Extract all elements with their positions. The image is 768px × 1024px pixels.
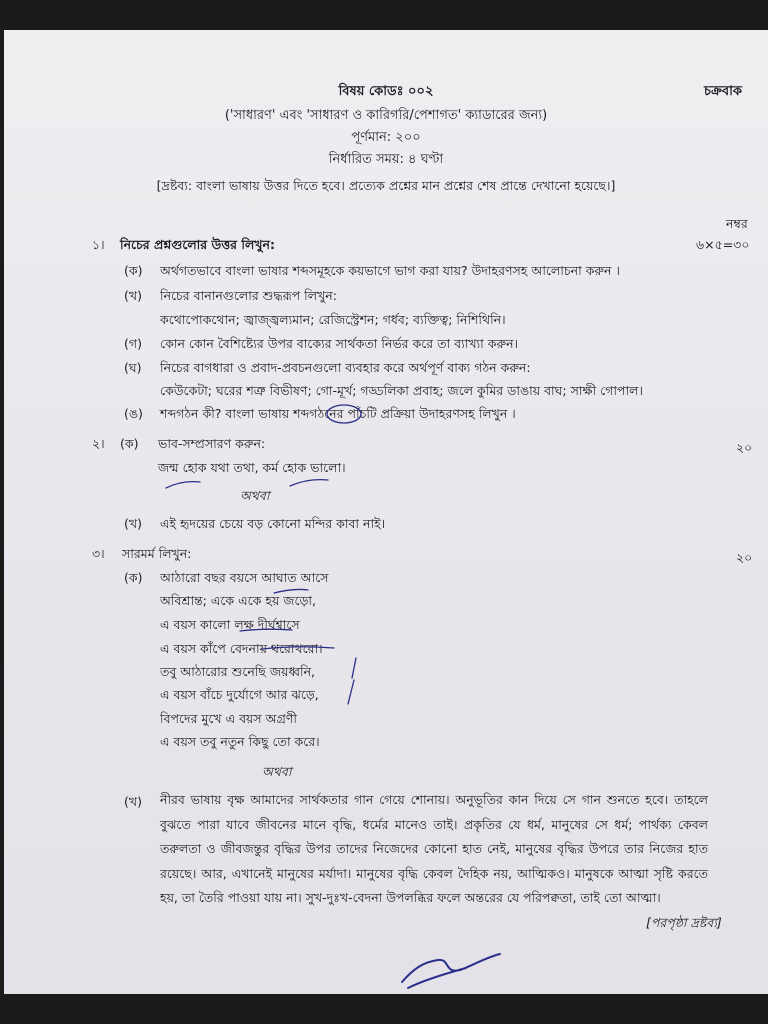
q1-title: নিচের প্রশ্নগুলোর উত্তর লিখুন: bbox=[120, 237, 275, 252]
q3-prose-passage: নীরব ভাষায় বৃক্ষ আমাদের সার্থকতার গান গেয়ে শোনায়। অনুভূতির কান দিয়ে সে গান শুনতে হবে। তাহলে বুঝতে পারা যাবে জীবনের মানে বৃদ্ধি, ধর্মের মানেও তাই। প্রকৃতির যে ধর্ম, মানুষের সে ধর্ম; পার্থক্য কেবল তরুলতা ও জীবজন্তুর বৃদ্ধির উপর তাদের নিজেদের কোনো হাত নেই, মানুষের বৃদ্ধির উপরে তার নিজের হাত রয়েছে। আর, এখানেই মানুষের মর্যাদা। মানুষের বৃদ্ধি কেবল দৈহিক নয়, আত্মিকও। মানুষকে আত্মা সৃষ্টি করতে হয়, তা তৈরি পাওয়া যায় না। সুখ-দুঃখ-বেদনা উপলব্ধির ফলে অন্তরের যে পরিপক্বতা, তাই তো আত্মা। bbox=[160, 792, 708, 905]
q3-marks: ২০ bbox=[736, 550, 753, 565]
q2-number: ২। bbox=[92, 436, 105, 451]
q3-label-a: (ক) bbox=[124, 570, 143, 585]
tick-mark bbox=[290, 480, 328, 486]
bracket-mark bbox=[348, 658, 356, 704]
next-page-note: [পরপৃষ্ঠা দ্রষ্টব্য] bbox=[646, 915, 722, 930]
poem-line: অবিশ্রান্ত; একে একে হয় জড়ো, bbox=[160, 593, 317, 608]
cadre-line: ('সাধারণ' এবং 'সাধারণ ও কারিগরি/পেশাগত' ক্যাডারের জন্য) bbox=[224, 108, 548, 123]
corner-tag: চক্রবাক bbox=[704, 84, 742, 99]
q1-item-text: কোন কোন বৈশিষ্ট্যের উপর বাক্যের সার্থকতা নির্ভর করে তা ব্যাখ্যা করুন। bbox=[160, 336, 519, 351]
q1-item-text: নিচের বানানগুলোর শুদ্ধরূপ লিখুন: bbox=[160, 288, 337, 303]
poem-line: তবু আঠারোর শুনেছি জয়ধ্বনি, bbox=[160, 664, 316, 679]
poem-line: এ বয়স কালো লক্ষ দীর্ঘশ্বাসে bbox=[160, 617, 300, 632]
q2-quote: জন্ম হোক যথা তথা, কর্ম হোক ভালো। bbox=[158, 460, 346, 475]
q1-item-label: (গ) bbox=[124, 336, 142, 351]
poem-line: এ বয়স কাঁপে বেদনায় থরোথরো। bbox=[160, 641, 323, 656]
tick-mark bbox=[166, 482, 200, 488]
time-allowed: নির্ধারিত সময়: ৪ ঘণ্টা bbox=[328, 152, 444, 167]
q1-marks: ৬×৫=৩০ bbox=[696, 237, 750, 252]
poem-line: এ বয়স তবু নতুন কিছু তো করে। bbox=[160, 734, 320, 749]
q2-or: অথবা bbox=[240, 488, 270, 503]
q2-title: ভাব-সম্প্রসারণ করুন: bbox=[158, 436, 266, 451]
q1-item-label: (ক) bbox=[124, 263, 143, 278]
q2-label-b: (খ) bbox=[124, 516, 142, 531]
q1-item-text: শব্দগঠন কী? বাংলা ভাষায় শব্দগঠনের পাঁচটি প্রক্রিয়া উদাহরণসহ লিখুন । bbox=[160, 406, 516, 421]
q2-marks: ২০ bbox=[736, 440, 753, 455]
tick-mark bbox=[262, 647, 334, 649]
q1-item-text: অর্থগতভাবে বাংলা ভাষার শব্দসমূহকে কয়ভাগে ভাগ করা যায়? উদাহরণসহ আলোচনা করুন । bbox=[160, 263, 620, 278]
q1-item-label: (খ) bbox=[124, 288, 142, 303]
tick-mark bbox=[274, 589, 308, 593]
q1-item-label: (ঘ) bbox=[124, 360, 142, 375]
q3-title: সারমর্ম লিখুন: bbox=[122, 546, 192, 561]
poem-line: বিপদের মুখে এ বয়স অগ্রণী bbox=[160, 711, 297, 726]
poem-line: আঠারো বছর বয়সে আঘাত আসে bbox=[160, 570, 329, 585]
q1-item-label: (ঙ) bbox=[124, 406, 143, 421]
pen-annotations bbox=[4, 30, 768, 994]
q1-item-text: নিচের বাগধারা ও প্রবাদ-প্রবচনগুলো ব্যবহার করে অর্থপূর্ণ বাক্য গঠন করুন: bbox=[160, 360, 531, 375]
q1-idiom-list: কেউকেটা; ঘরের শত্রু বিভীষণ; গো-মূর্খ; গড্ডলিকা প্রবাহ; জলে কুমির ডাঙায় বাঘ; সাক্ষী গোপাল। bbox=[160, 383, 643, 398]
poem-line: এ বয়স বাঁচে দুর্যোগে আর ঝড়ে, bbox=[160, 687, 319, 702]
marks-column-label: নম্বর bbox=[726, 216, 748, 231]
q2-alternative: এই হৃদয়ের চেয়ে বড় কোনো মন্দির কাবা নাই। bbox=[160, 516, 386, 531]
q2-label-a: (ক) bbox=[120, 436, 139, 451]
q3-label-b: (খ) bbox=[124, 794, 142, 809]
signature-scribble bbox=[402, 954, 500, 988]
full-marks: পূর্ণমান: ২০০ bbox=[351, 130, 421, 145]
tick-mark bbox=[240, 629, 292, 631]
q3-or: অথবা bbox=[262, 764, 292, 779]
instruction-note: [দ্রষ্টব্য: বাংলা ভাষায় উত্তর দিতে হবে। প্রত্যেক প্রশ্নের মান প্রশ্নের শেষ প্রান্তে দেখানো হয়েছে।] bbox=[156, 178, 616, 193]
q3-number: ৩। bbox=[92, 546, 105, 561]
circle-mark bbox=[327, 405, 361, 423]
q1-number: ১। bbox=[92, 237, 105, 252]
subject-code: বিষয় কোডঃ ০০২ bbox=[338, 84, 434, 99]
exam-sheet bbox=[4, 30, 768, 994]
q1-spelling-list: কথোপোকথোন; জ্বাজ্জ্বল্যমান; রেজিস্ট্রেশন; গর্ধব; ব্যক্তিত্ব; নিশিথিনি। bbox=[160, 312, 506, 327]
